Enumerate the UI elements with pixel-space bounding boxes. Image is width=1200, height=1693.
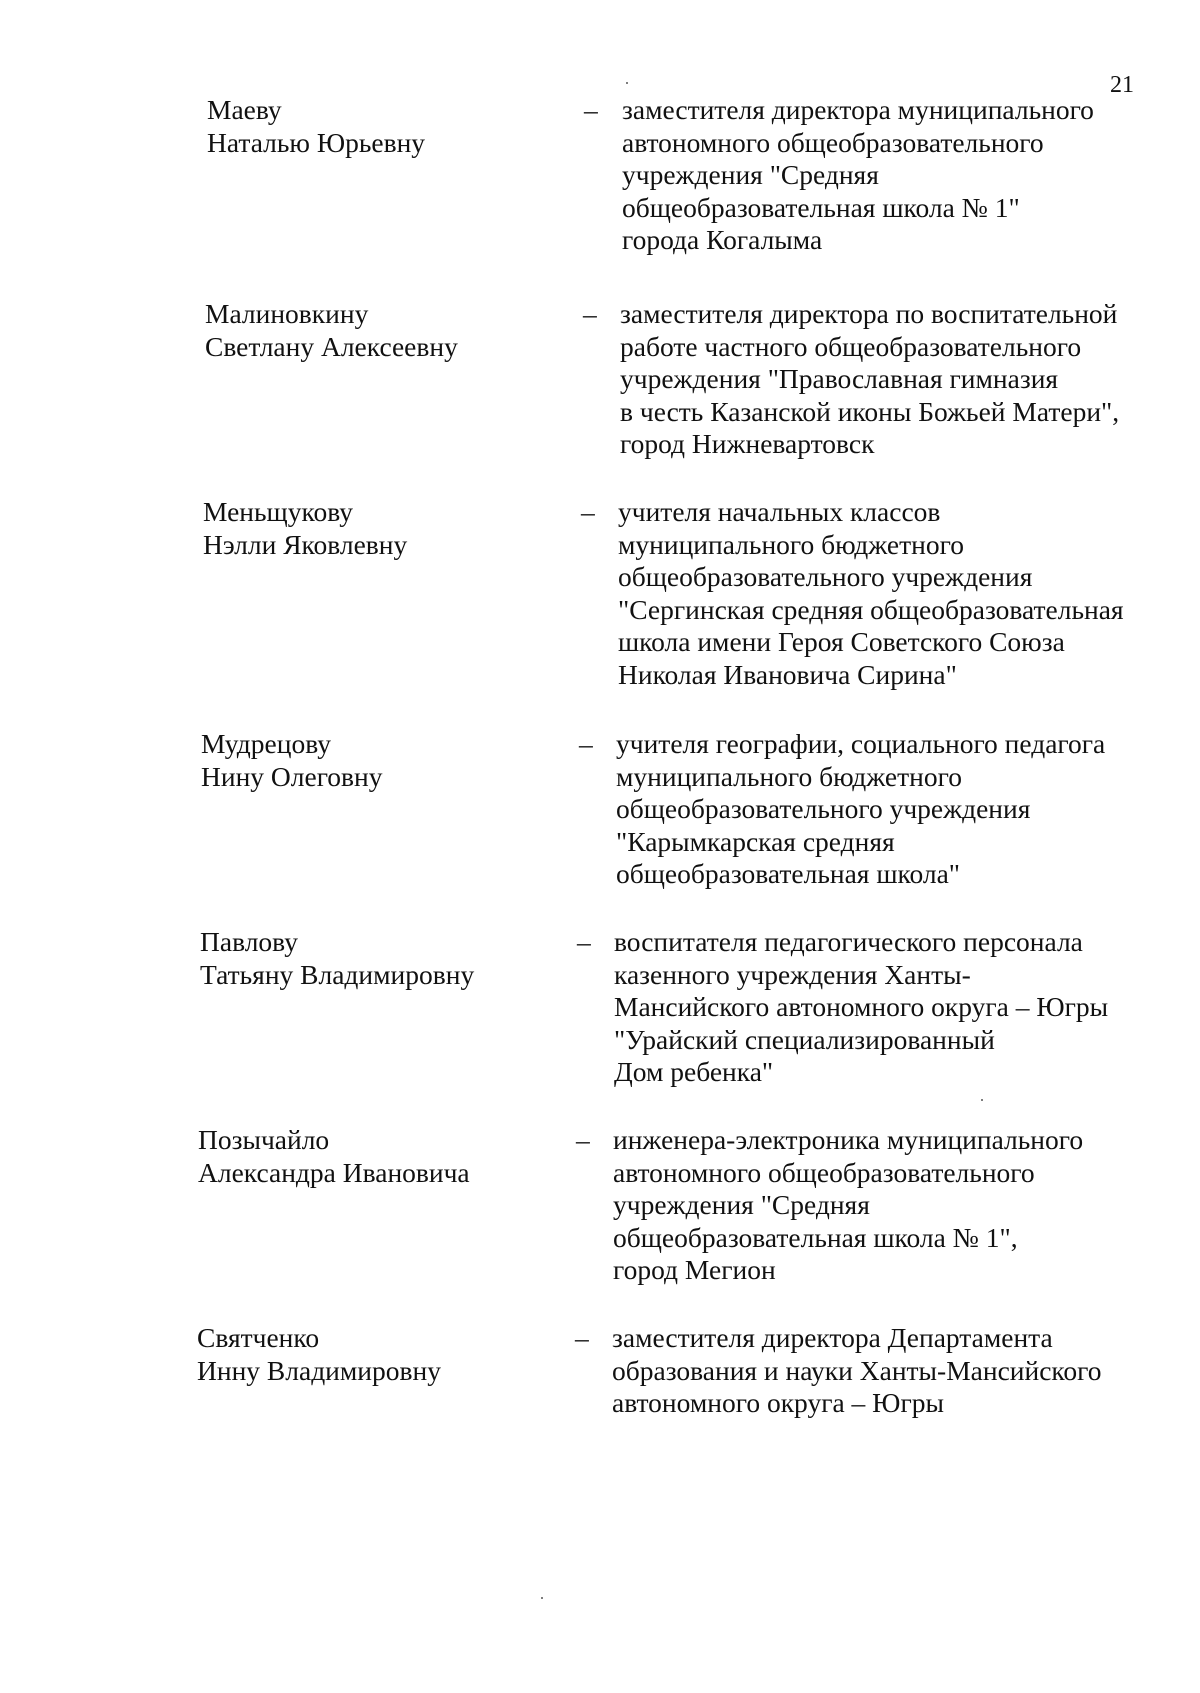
position-line: город Мегион — [613, 1254, 776, 1285]
appointee-name — [201, 728, 383, 793]
dash-separator: – — [575, 1322, 589, 1353]
position-line: общеобразовательная школа № 1", — [613, 1221, 1018, 1253]
position-line: город Нижневартовск — [620, 428, 875, 459]
appointee-name — [197, 1322, 441, 1387]
surname: Павлову — [200, 926, 298, 957]
surname: Малиновкину — [205, 298, 369, 329]
position-line: общеобразовательная школа" — [616, 858, 961, 889]
position-line: инженера-электроника муниципального — [613, 1124, 1084, 1155]
position-line: "Урайский специализированный — [614, 1023, 995, 1055]
position-line: автономного общеобразовательного — [622, 126, 1044, 158]
position-line: в честь Казанской иконы Божьей Матери", — [620, 395, 1120, 427]
given-names: Нину Олеговну — [201, 760, 383, 792]
dash-separator: – — [581, 496, 595, 527]
position-line: муниципального бюджетного — [618, 528, 964, 560]
dash-separator: – — [577, 926, 591, 957]
position-line: автономного округа – Югры — [612, 1387, 944, 1418]
given-names: Наталью Юрьевну — [207, 126, 426, 158]
appointee-position — [620, 298, 1119, 461]
position-line: воспитателя педагогического персонала — [614, 926, 1083, 957]
given-names: Александра Ивановича — [198, 1156, 470, 1188]
position-line: Дом ребенка" — [614, 1056, 774, 1087]
position-line: учреждения "Средняя — [613, 1189, 870, 1220]
appointee-position — [618, 496, 1124, 691]
appointee-name — [207, 94, 425, 159]
position-line: автономного общеобразовательного — [613, 1156, 1035, 1188]
position-line: казенного учреждения Ханты- — [614, 958, 971, 990]
position-line: работе частного общеобразовательного — [620, 330, 1082, 362]
appointee-position — [622, 94, 1094, 257]
appointee-name — [200, 926, 474, 991]
surname: Позычайло — [198, 1124, 330, 1155]
position-line: образования и науки Ханты-Мансийского — [612, 1354, 1102, 1386]
surname: Мудрецову — [201, 728, 331, 759]
position-line: школа имени Героя Советского Союза — [618, 626, 1065, 657]
dash-separator: – — [579, 728, 593, 759]
position-line: общеобразовательного учреждения — [616, 793, 1031, 824]
appointee-position — [613, 1124, 1083, 1287]
position-line: учителя географии, социального педагога — [616, 728, 1106, 759]
position-line: Мансийского автономного округа – Югры — [614, 991, 1109, 1022]
position-line: заместителя директора муниципального — [622, 94, 1094, 125]
dash-separator: – — [583, 298, 597, 329]
dash-separator: – — [584, 94, 598, 125]
appointee-name — [205, 298, 458, 363]
position-line: муниципального бюджетного — [616, 760, 962, 792]
appointee-position — [614, 926, 1108, 1089]
surname: Меньщукову — [203, 496, 353, 527]
position-line: заместителя директора Департамента — [612, 1322, 1053, 1353]
position-line: учителя начальных классов — [618, 496, 941, 527]
position-line: общеобразовательного учреждения — [618, 561, 1033, 592]
position-line: учреждения "Православная гимназия — [620, 363, 1059, 394]
dash-separator: – — [576, 1124, 590, 1155]
position-line: города Когалыма — [622, 224, 823, 255]
position-line: "Карымкарская средняя — [616, 825, 895, 857]
surname: Маеву — [207, 94, 282, 125]
appointee-position — [616, 728, 1105, 891]
scan-speck — [626, 82, 628, 84]
position-line: "Сергинская средняя общеобразовательная — [618, 593, 1124, 625]
surname: Святченко — [197, 1322, 320, 1353]
scan-speck — [541, 1597, 543, 1599]
page-number: 21 — [1110, 72, 1134, 98]
position-line: общеобразовательная школа № 1" — [622, 191, 1020, 223]
given-names: Светлану Алексеевну — [205, 330, 458, 362]
given-names: Нэлли Яковлевну — [203, 528, 408, 560]
given-names: Татьяну Владимировну — [200, 958, 475, 990]
position-line: Николая Ивановича Сирина" — [618, 658, 957, 690]
scan-speck — [981, 1099, 983, 1101]
position-line: учреждения "Средняя — [622, 159, 879, 190]
appointee-position — [612, 1322, 1101, 1420]
given-names: Инну Владимировну — [197, 1354, 441, 1386]
appointee-name — [203, 496, 407, 561]
appointee-name — [198, 1124, 470, 1189]
position-line: заместителя директора по воспитательной — [620, 298, 1118, 329]
